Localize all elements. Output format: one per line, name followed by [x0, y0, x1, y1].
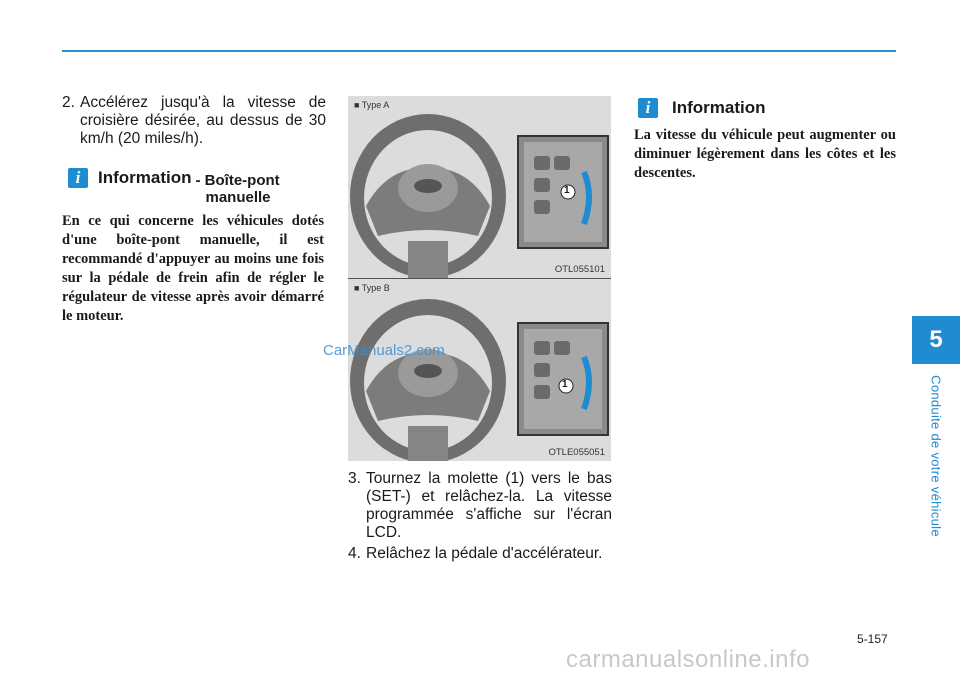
steering-wheel-illustration-b: [348, 279, 611, 461]
info-icon: i: [638, 98, 658, 118]
info-subtitle: [192, 168, 280, 206]
step-number: 4.: [348, 545, 361, 562]
info-subtitle-line2: manuelle: [205, 189, 271, 206]
step-text: Tournez la molette (1) vers le bas (SET-) et relâchez-la. La vitesse programmée s'affiche sur l'écran LCD.: [366, 470, 612, 541]
step-4: [348, 545, 612, 565]
info-body-manual: En ce qui concerne les véhicules dotés d'une boîte-pont manuelle, il est recommandé d'appuyer au moins une fois sur la pédale de frein afin de régler le régulateur de vitesse après avoir démarré le moteur.: [62, 213, 324, 324]
figure-code: OTL055101: [554, 264, 605, 275]
step-number: 3.: [348, 470, 361, 487]
header-rule: [62, 50, 896, 52]
callout-number: 1: [564, 185, 570, 196]
chapter-title: Conduite de votre véhicule: [928, 375, 944, 537]
footer-watermark: carmanualsonline.info: [566, 646, 810, 673]
info-icon: i: [68, 168, 88, 188]
info-title: Information: [672, 98, 766, 117]
info-subtitle-line1: - Boîte-pont: [195, 172, 280, 189]
figure-type-label: ■ Type A: [354, 100, 390, 110]
step-text: Accélérez jusqu'à la vitesse de croisière désirée, au dessus de 30 km/h (20 miles/h).: [80, 94, 326, 147]
info-header-speed: [638, 98, 766, 118]
figure-type-label: ■ Type B: [354, 283, 390, 293]
step-3: [348, 470, 612, 542]
watermark: CarManuals2.com: [323, 342, 445, 359]
figure-type-b: [348, 279, 611, 461]
figure-code: OTLE055051: [548, 447, 605, 458]
step-text: Relâchez la pédale d'accélérateur.: [366, 545, 603, 562]
figure-type-a: [348, 96, 611, 278]
steering-wheel-illustration-a: [348, 96, 611, 278]
step-number: 2.: [62, 94, 75, 111]
info-body-speed: La vitesse du véhicule peut augmenter ou diminuer légèrement dans les côtes et les descentes.: [634, 127, 896, 181]
page-number: 5-157: [857, 632, 888, 646]
info-header-manual: [68, 168, 280, 206]
chapter-number-tab: 5: [912, 316, 960, 364]
info-title: Information: [98, 168, 192, 187]
step-2: [62, 94, 326, 148]
callout-number: 1: [562, 379, 568, 390]
